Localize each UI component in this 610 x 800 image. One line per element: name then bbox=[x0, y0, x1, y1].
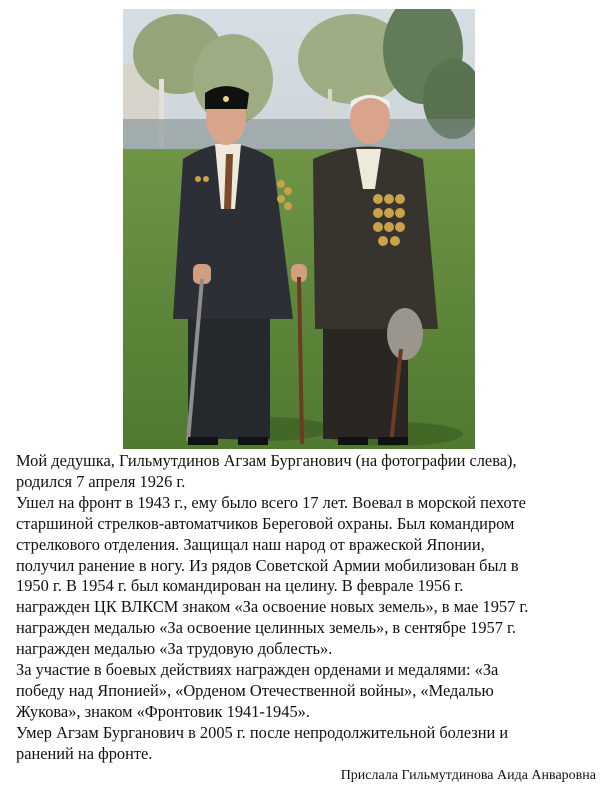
story-line: Мой дедушка, Гильмутдинов Агзам Бурганович (на фотографии слева), bbox=[16, 451, 517, 470]
story-line: стрелкового отделения. Защищал наш народ от вражеской Японии, bbox=[16, 534, 485, 554]
photo-illustration bbox=[123, 9, 475, 449]
story-line: За участие в боевых действиях награжден орденами и медалями: «За bbox=[16, 660, 499, 680]
veterans-photo bbox=[123, 9, 475, 449]
story-line: награжден медалью «За трудовую доблесть». bbox=[16, 639, 333, 659]
story-line: Ушел на фронт в 1943 г., ему было всего 17 лет. Воевал в морской пехоте bbox=[16, 492, 526, 512]
story-line: получил ранение в ногу. Из рядов Советской Армии мобилизован был в bbox=[16, 555, 519, 575]
signature: Прислала Гильмутдинова Аида Анваровна bbox=[340, 768, 596, 783]
story-line: родился 7 апреля 1926 г. bbox=[16, 471, 186, 491]
story-line: награжден ЦК ВЛКСМ знаком «За освоение новых земель», в мае 1957 г. bbox=[16, 597, 529, 617]
story-line: Жукова», знаком «Фронтовик 1941-1945». bbox=[16, 701, 310, 721]
story-line: Умер Агзам Бурганович в 2005 г. после непродолжительной болезни и bbox=[16, 722, 509, 742]
story-line: награжден медалью «За освоение целинных земель», в сентябре 1957 г. bbox=[16, 618, 516, 638]
story-line: ранений на фронте. bbox=[16, 743, 153, 763]
story-line: победу над Японией», «Орденом Отечественной войны», «Медалью bbox=[16, 680, 494, 700]
story-line: старшиной стрелков-автоматчиков Береговой охраны. Был командиром bbox=[16, 513, 515, 533]
story-line: 1950 г. В 1954 г. был командирован на целину. В феврале 1956 г. bbox=[16, 576, 464, 596]
biography-text bbox=[16, 451, 601, 765]
